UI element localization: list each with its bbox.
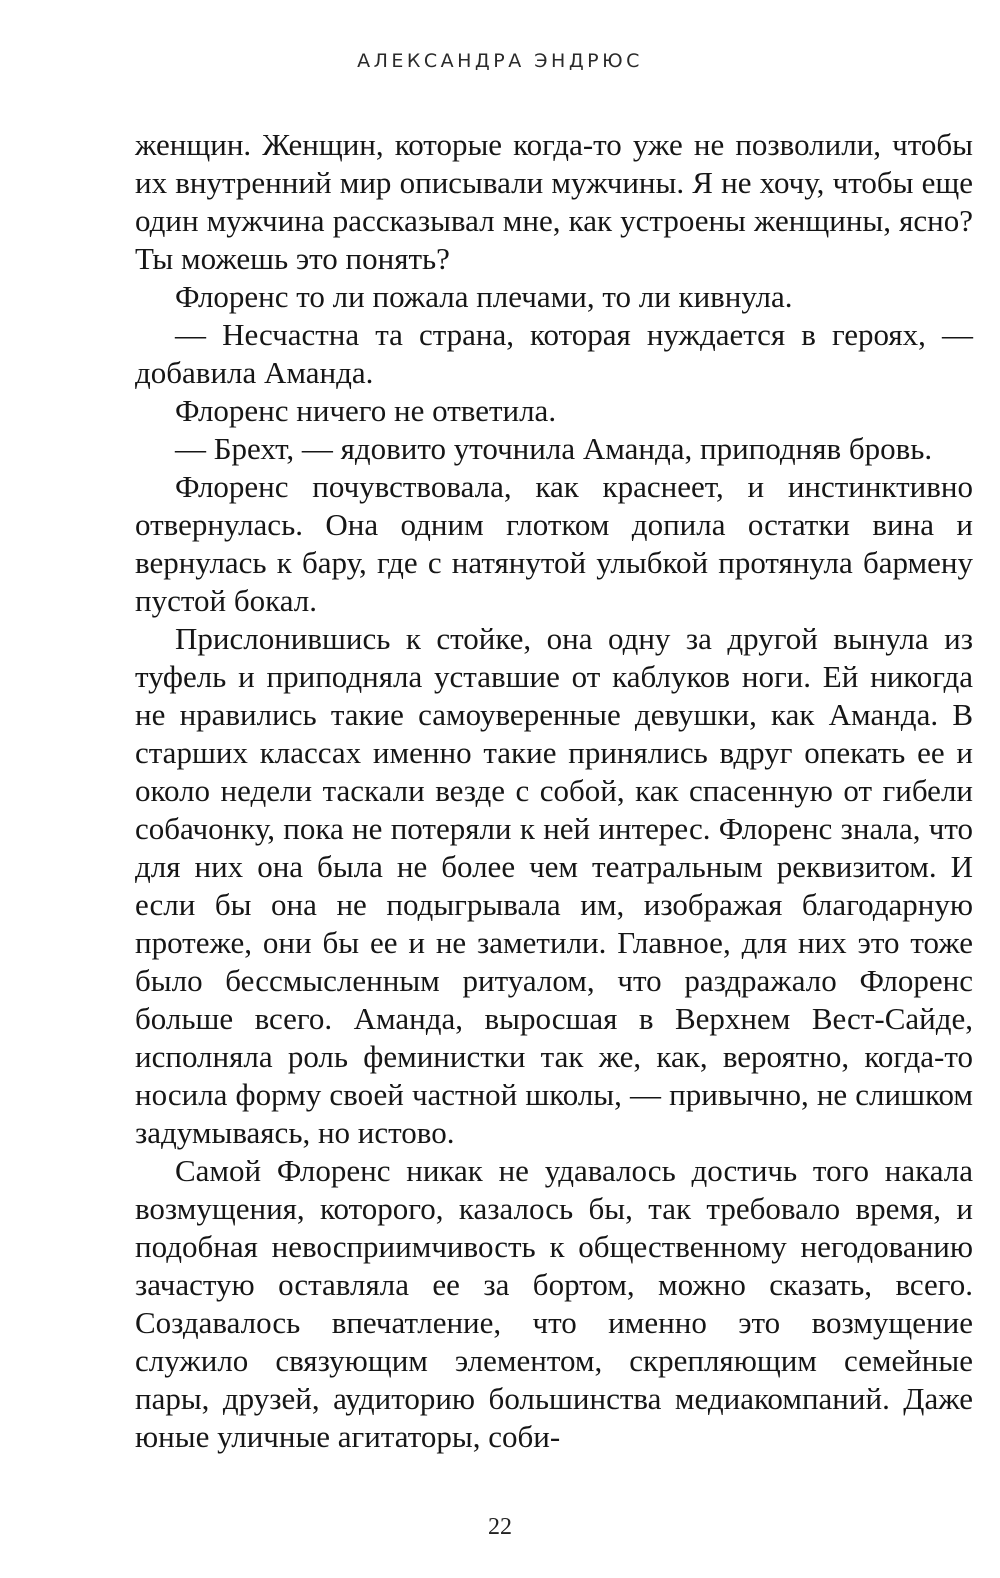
paragraph-1: женщин. Женщин, которые когда-то уже не позволили, чтобы их внутренний мир описывали мужчины. Я не хочу, чтобы еще один мужчина рассказывал мне, как устроены женщины, ясно? Ты можешь это понять? (135, 127, 973, 276)
page-body (135, 126, 973, 1456)
running-title: АЛЕКСАНДРА ЭНДРЮС (357, 50, 643, 72)
paragraph-8: Самой Флоренс никак не удавалось достичь того накала возмущения, которого, казалось бы, так требовало время, и подобная невосприимчивость к общественному негодованию зачастую оставляла ее за бортом, можно сказать, всего. Создавалось впечатление, что именно это возмущение служило связующим элементом, скрепляющим семейные пары, друзей, аудиторию большинства медиакомпаний. Даже юные уличные агитаторы, соби- (135, 1153, 973, 1454)
paragraph-7: Прислонившись к стойке, она одну за другой вынула из туфель и приподняла уставшие от каблуков ноги. Ей никогда не нравились такие самоуверенные девушки, как Аманда. В старших классах именно такие принялись вдруг опекать ее и около недели таскали везде с собой, как спасенную от гибели собачонку, пока не потеряли к ней интерес. Флоренс знала, что для них она была не более чем театральным реквизитом. И если бы она не подыгрывала им, изображая благодарную протеже, они бы ее и не заметили. Главное, для них это тоже было бессмысленным ритуалом, что раздражало Флоренс больше всего. Аманда, выросшая в Верхнем Вест-Сайде, исполняла роль феминистки так же, как, вероятно, когда-то носила форму своей частной школы, — привычно, не слишком задумываясь, но истово. (135, 621, 973, 1150)
page-number: 22 (488, 1514, 512, 1540)
paragraph-5: — Брехт, — ядовито уточнила Аманда, приподняв бровь. (175, 431, 933, 466)
paragraph-4: Флоренс ничего не ответила. (175, 393, 557, 428)
paragraph-6: Флоренс почувствовала, как краснеет, и инстинктивно отвернулась. Она одним глотком допила остатки вина и вернулась к бару, где с натянутой улыбкой протянула бармену пустой бокал. (135, 469, 973, 618)
paragraph-2: Флоренс то ли пожала плечами, то ли кивнула. (175, 279, 793, 314)
paragraph-3: — Несчастна та страна, которая нуждается в героях, — добавила Аманда. (135, 317, 973, 390)
